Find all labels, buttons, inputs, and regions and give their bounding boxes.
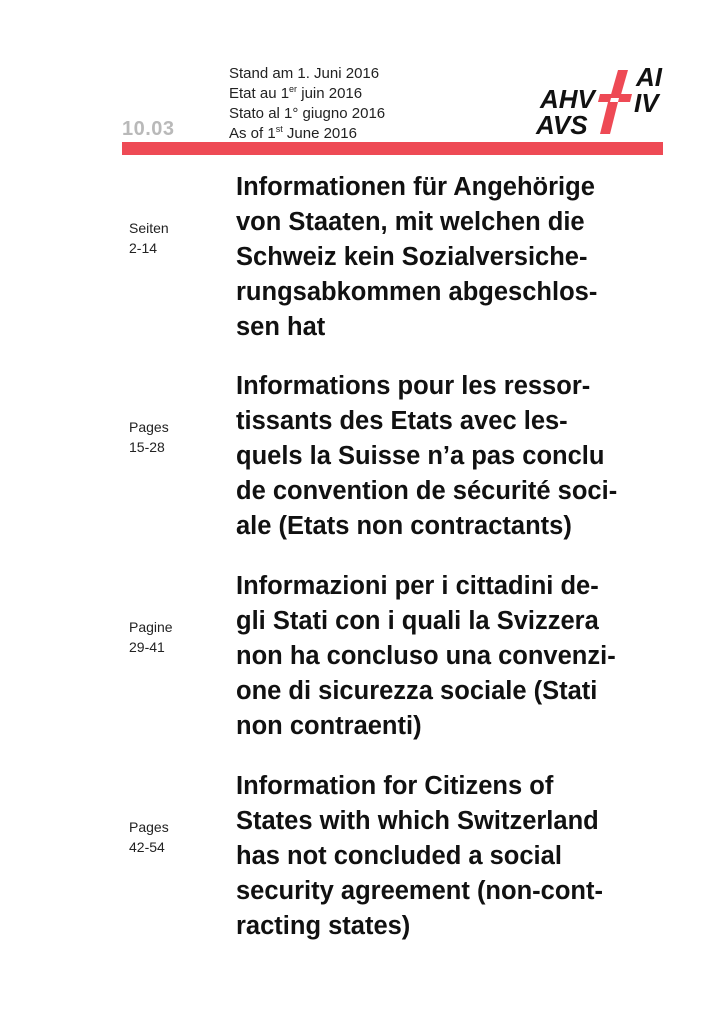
logo-avs-text: AVS <box>536 110 588 140</box>
pages-word: Pages <box>129 819 169 835</box>
edition-dates <box>229 64 385 144</box>
pages-word: Pages <box>129 419 169 435</box>
edition-date-en: As of 1st June 2016 <box>229 124 357 142</box>
header-red-bar <box>122 142 663 155</box>
pages-range: 2-14 <box>129 240 158 256</box>
edition-date-fr: Etat au 1er juin 2016 <box>229 84 363 102</box>
pages-word: Pagine <box>129 619 173 635</box>
pages-range: 15-28 <box>129 439 165 455</box>
section-title: Information for Citizens of States with which Switzerland has not concluded a social security agreement (non-cont- racting states) <box>236 772 603 940</box>
ahv-iv-logo <box>532 64 668 140</box>
pages-label <box>129 617 173 657</box>
document-number: 10.03 <box>122 118 175 140</box>
pages-label <box>129 417 169 457</box>
pages-range: 29-41 <box>129 639 165 655</box>
logo-ahv-text: AHV <box>540 84 595 114</box>
edition-date-it: Stato al 1° giugno 2016 <box>229 105 386 122</box>
pages-label <box>129 817 169 857</box>
pages-label <box>129 218 169 258</box>
pages-word: Seiten <box>129 220 169 236</box>
section-title: Informationen für Angehörige von Staaten, mit welchen die Schweiz kein Sozialversiche- rungsabkommen abgeschlos- sen hat <box>236 173 598 341</box>
logo-ai-text: AI <box>636 64 662 92</box>
section-title: Informations pour les ressor- tissants des Etats avec les- quels la Suisse n’a pas conclu de convention de sécurité soci- ale (Etats non contractants) <box>236 372 618 540</box>
swiss-cross-icon <box>598 70 632 134</box>
pages-range: 42-54 <box>129 839 165 855</box>
edition-date-de: Stand am 1. Juni 2016 <box>229 65 380 82</box>
section-title: Informazioni per i cittadini de- gli Stati con i quali la Svizzera non ha concluso una convenzi- one di sicurezza sociale (Stati non contraenti) <box>236 572 616 740</box>
logo-iv-text: IV <box>634 88 659 118</box>
